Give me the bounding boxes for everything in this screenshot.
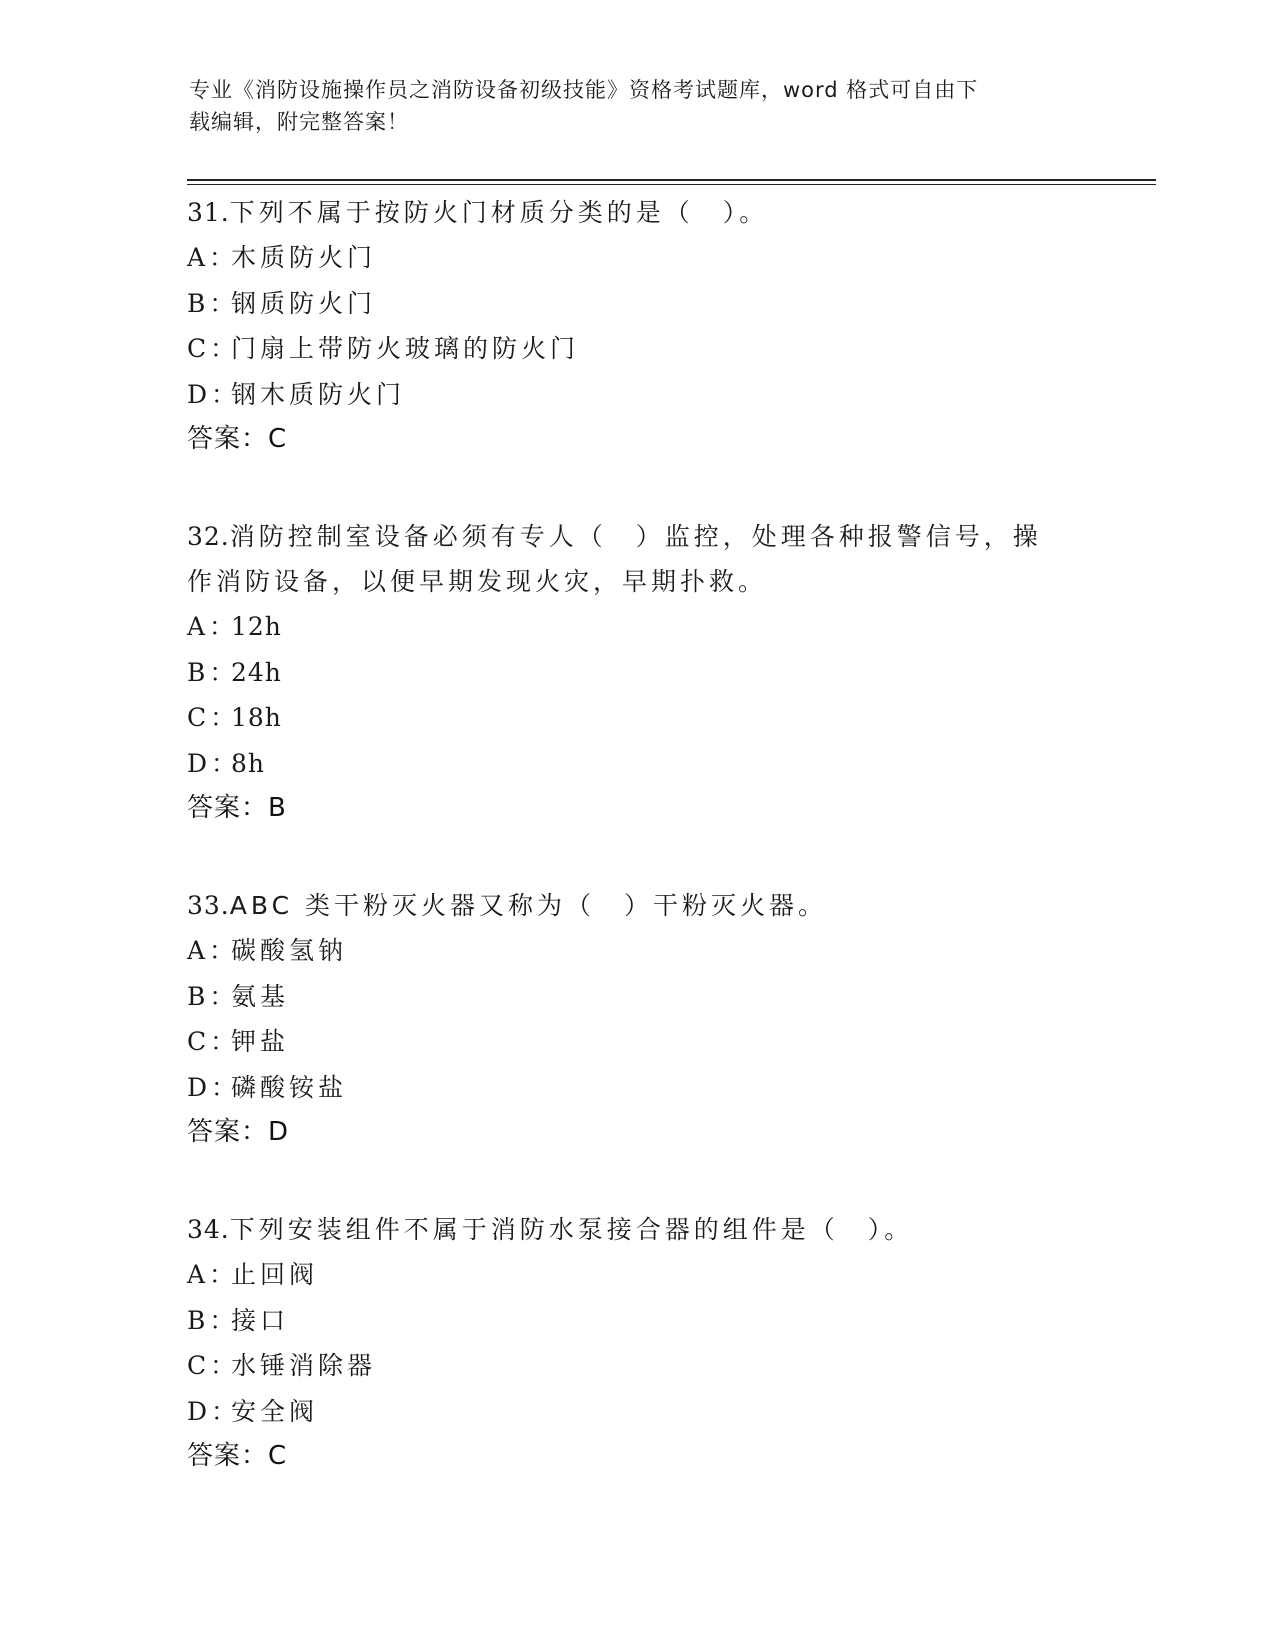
- question-number: 31.: [187, 198, 230, 227]
- option-text: 木质防火门: [231, 243, 377, 272]
- header-line-2: 载编辑，附完整答案！: [189, 110, 409, 134]
- question-number: 34.: [187, 1215, 230, 1244]
- option-key: C：: [187, 1027, 240, 1056]
- option-key: A：: [187, 936, 239, 965]
- option-text: 钢木质防火门: [231, 379, 406, 409]
- question-stem: [187, 1207, 1067, 1252]
- question-stem: [187, 514, 1067, 604]
- option-text: 12h: [231, 612, 282, 641]
- option-d: [187, 741, 1087, 787]
- option-a: [187, 604, 1087, 650]
- option-key: D：: [187, 1396, 241, 1426]
- option-text: 接口: [231, 1305, 290, 1335]
- document-header: [189, 74, 1089, 138]
- question-number: 32.: [187, 522, 230, 551]
- question-number: 33.: [187, 891, 230, 920]
- option-a: [187, 928, 1087, 974]
- option-text: 氨基: [231, 981, 290, 1011]
- option-key: D：: [187, 1072, 241, 1102]
- option-d: [187, 372, 1087, 418]
- option-key: C：: [187, 1351, 240, 1380]
- question-text: 消防控制室设备必须有专人（ ）监控，处理各种报警信号，操作消防设备，以便早期发现火灾，早期扑救。: [187, 522, 1042, 596]
- option-a: [187, 235, 1087, 281]
- option-key: B：: [187, 657, 239, 687]
- question-stem: [187, 190, 1067, 235]
- header-divider-thick: [187, 179, 1156, 181]
- option-key: B：: [187, 1305, 239, 1335]
- question-stem: [187, 883, 1067, 928]
- option-key: A：: [187, 612, 239, 641]
- question-32: [187, 514, 1087, 831]
- option-c: [187, 1343, 1087, 1389]
- option-b: [187, 650, 1087, 696]
- option-text: 24h: [231, 657, 282, 687]
- option-d: [187, 1389, 1087, 1435]
- question-list: [187, 190, 1087, 1479]
- option-d: [187, 1065, 1087, 1111]
- option-key: C：: [187, 334, 240, 363]
- option-b: [187, 974, 1087, 1020]
- option-key: C：: [187, 703, 240, 732]
- answer-line: 答案：C: [187, 424, 288, 454]
- option-c: [187, 695, 1087, 741]
- question-text: 下列不属于按防火门材质分类的是（ ）。: [229, 198, 769, 227]
- option-key: A：: [187, 243, 239, 272]
- option-key: D：: [187, 748, 241, 778]
- question-spacer: [187, 831, 1087, 883]
- option-text: 水锤消除器: [231, 1351, 377, 1380]
- question-text: 下列安装组件不属于消防水泵接合器的组件是（ ）。: [229, 1215, 914, 1244]
- option-key: D：: [187, 379, 241, 409]
- question-34: [187, 1207, 1087, 1479]
- question-text: ABC 类干粉灭火器又称为（ ）干粉灭火器。: [229, 891, 827, 920]
- option-text: 安全阀: [231, 1396, 319, 1426]
- question-spacer: [187, 1155, 1087, 1207]
- option-c: [187, 1019, 1087, 1065]
- option-text: 磷酸铵盐: [231, 1072, 348, 1102]
- option-key: A：: [187, 1260, 239, 1289]
- option-text: 18h: [231, 703, 282, 732]
- option-key: B：: [187, 981, 239, 1011]
- question-spacer: [187, 462, 1087, 514]
- option-key: B：: [187, 288, 239, 318]
- question-31: [187, 190, 1087, 462]
- option-b: [187, 1298, 1087, 1344]
- option-text: 钾盐: [231, 1027, 290, 1056]
- option-text: 钢质防火门: [231, 288, 377, 318]
- option-text: 8h: [231, 748, 266, 778]
- option-text: 门扇上带防火玻璃的防火门: [231, 334, 580, 363]
- header-divider-thin: [187, 184, 1156, 185]
- answer-line: 答案：B: [187, 793, 287, 823]
- option-b: [187, 281, 1087, 327]
- option-text: 止回阀: [231, 1260, 319, 1289]
- option-a: [187, 1252, 1087, 1298]
- option-c: [187, 326, 1087, 372]
- option-text: 碳酸氢钠: [231, 936, 348, 965]
- question-33: [187, 883, 1087, 1155]
- answer-line: 答案：C: [187, 1441, 288, 1471]
- header-line-1: 专业《消防设施操作员之消防设备初级技能》资格考试题库，word 格式可自由下: [189, 78, 979, 102]
- answer-line: 答案：D: [187, 1117, 290, 1147]
